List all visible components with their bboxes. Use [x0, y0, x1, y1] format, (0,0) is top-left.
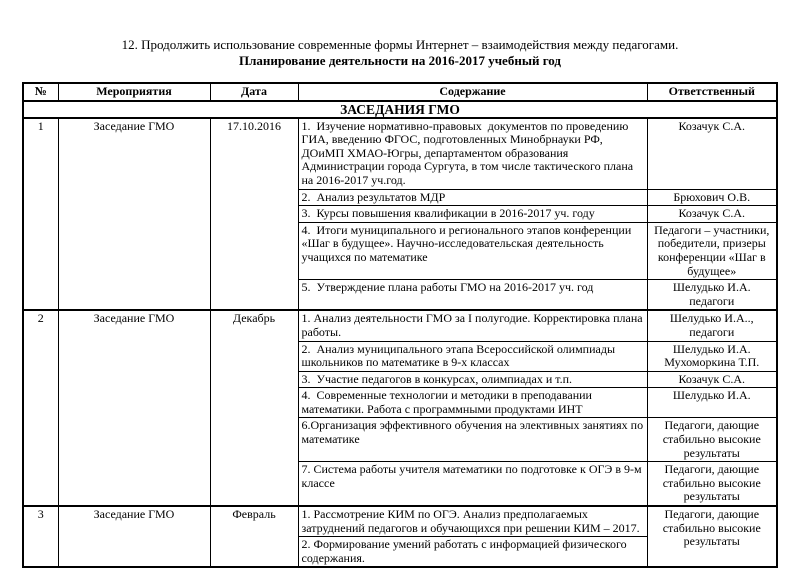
responsible: Шелудько И.А. [647, 388, 777, 418]
table-header-row [23, 83, 777, 101]
event-name: Заседание ГМО [58, 118, 210, 311]
content-item: 7. Система работы учителя математики по подготовке к ОГЭ в 9-м классе [298, 462, 647, 506]
responsible: Педагоги – участники, победители, призеры конференции «Шаг в будущее» [647, 222, 777, 279]
content-item: 2. Анализ результатов МДР [298, 189, 647, 206]
event-name: Заседание ГМО [58, 506, 210, 567]
responsible: Шелудько И.А. Мухоморкина Т.П. [647, 341, 777, 371]
column-header: № [23, 83, 58, 101]
content-item: 3. Участие педагогов в конкурсах, олимпиадах и т.п. [298, 371, 647, 388]
content-item: 1. Рассмотрение КИМ по ОГЭ. Анализ предполагаемых затруднений педагогов и обучающихся при решении КИМ – 2017. [298, 506, 647, 537]
doc-title: Планирование деятельности на 2016-2017 учебный год [239, 53, 561, 68]
row-number: 2 [23, 310, 58, 506]
section-title-row [23, 101, 777, 118]
column-header: Мероприятия [58, 83, 210, 101]
table-body [23, 101, 777, 568]
responsible: Педагоги, дающие стабильно высокие результаты [647, 462, 777, 506]
column-header: Дата [210, 83, 298, 101]
content-item: 1. Анализ деятельности ГМО за I полугодие. Корректировка плана работы. [298, 310, 647, 341]
content-item: 5. Утверждение плана работы ГМО на 2016-2017 уч. год [298, 280, 647, 311]
table-row [23, 506, 777, 537]
row-number: 1 [23, 118, 58, 311]
responsible: Педагоги, дающие стабильно высокие результаты [647, 506, 777, 567]
column-header: Ответственный [647, 83, 777, 101]
event-date: Декабрь [210, 310, 298, 506]
content-item: 2. Формирование умений работать с информацией физического содержания. [298, 537, 647, 568]
responsible: Брюхович О.В. [647, 189, 777, 206]
content-item: 1. Изучение нормативно-правовых документов по проведению ГИА, введению ФГОС, подготовленных Минобрнауки РФ, ДОиМП ХМАО-Югры, департаментом образования Администрации города Сургута, в том числе тактического плана на 2016-2017 уч.год. [298, 118, 647, 189]
responsible: Козачук С.А. [647, 206, 777, 223]
event-name: Заседание ГМО [58, 310, 210, 506]
content-item: 4. Современные технологии и методики в преподавании математики. Работа с программными продуктами ИНТ [298, 388, 647, 418]
responsible: Педагоги, дающие стабильно высокие результаты [647, 418, 777, 462]
content-item: 4. Итоги муниципального и регионального этапов конференции «Шаг в будущее». Научно-исследовательская деятельность учащихся по математике [298, 222, 647, 279]
responsible: Шелудько И.А.., педагоги [647, 310, 777, 341]
responsible: Шелудько И.А. педагоги [647, 280, 777, 311]
responsible: Козачук С.А. [647, 118, 777, 189]
column-header: Содержание [298, 83, 647, 101]
plan-table [22, 82, 778, 568]
event-date: 17.10.2016 [210, 118, 298, 311]
row-number: 3 [23, 506, 58, 567]
table-row [23, 310, 777, 341]
intro-text: 12. Продолжить использование современные формы Интернет – взаимодействия между педагогами. [121, 37, 679, 52]
responsible: Козачук С.А. [647, 371, 777, 388]
content-item: 6.Организация эффективного обучения на элективных занятиях по математике [298, 418, 647, 462]
event-date: Февраль [210, 506, 298, 567]
content-item: 2. Анализ муниципального этапа Всероссийской олимпиады школьников по математике в 9-х классах [298, 341, 647, 371]
section-title: ЗАСЕДАНИЯ ГМО [23, 101, 777, 118]
table-row [23, 118, 777, 189]
content-item: 3. Курсы повышения квалификации в 2016-2017 уч. году [298, 206, 647, 223]
